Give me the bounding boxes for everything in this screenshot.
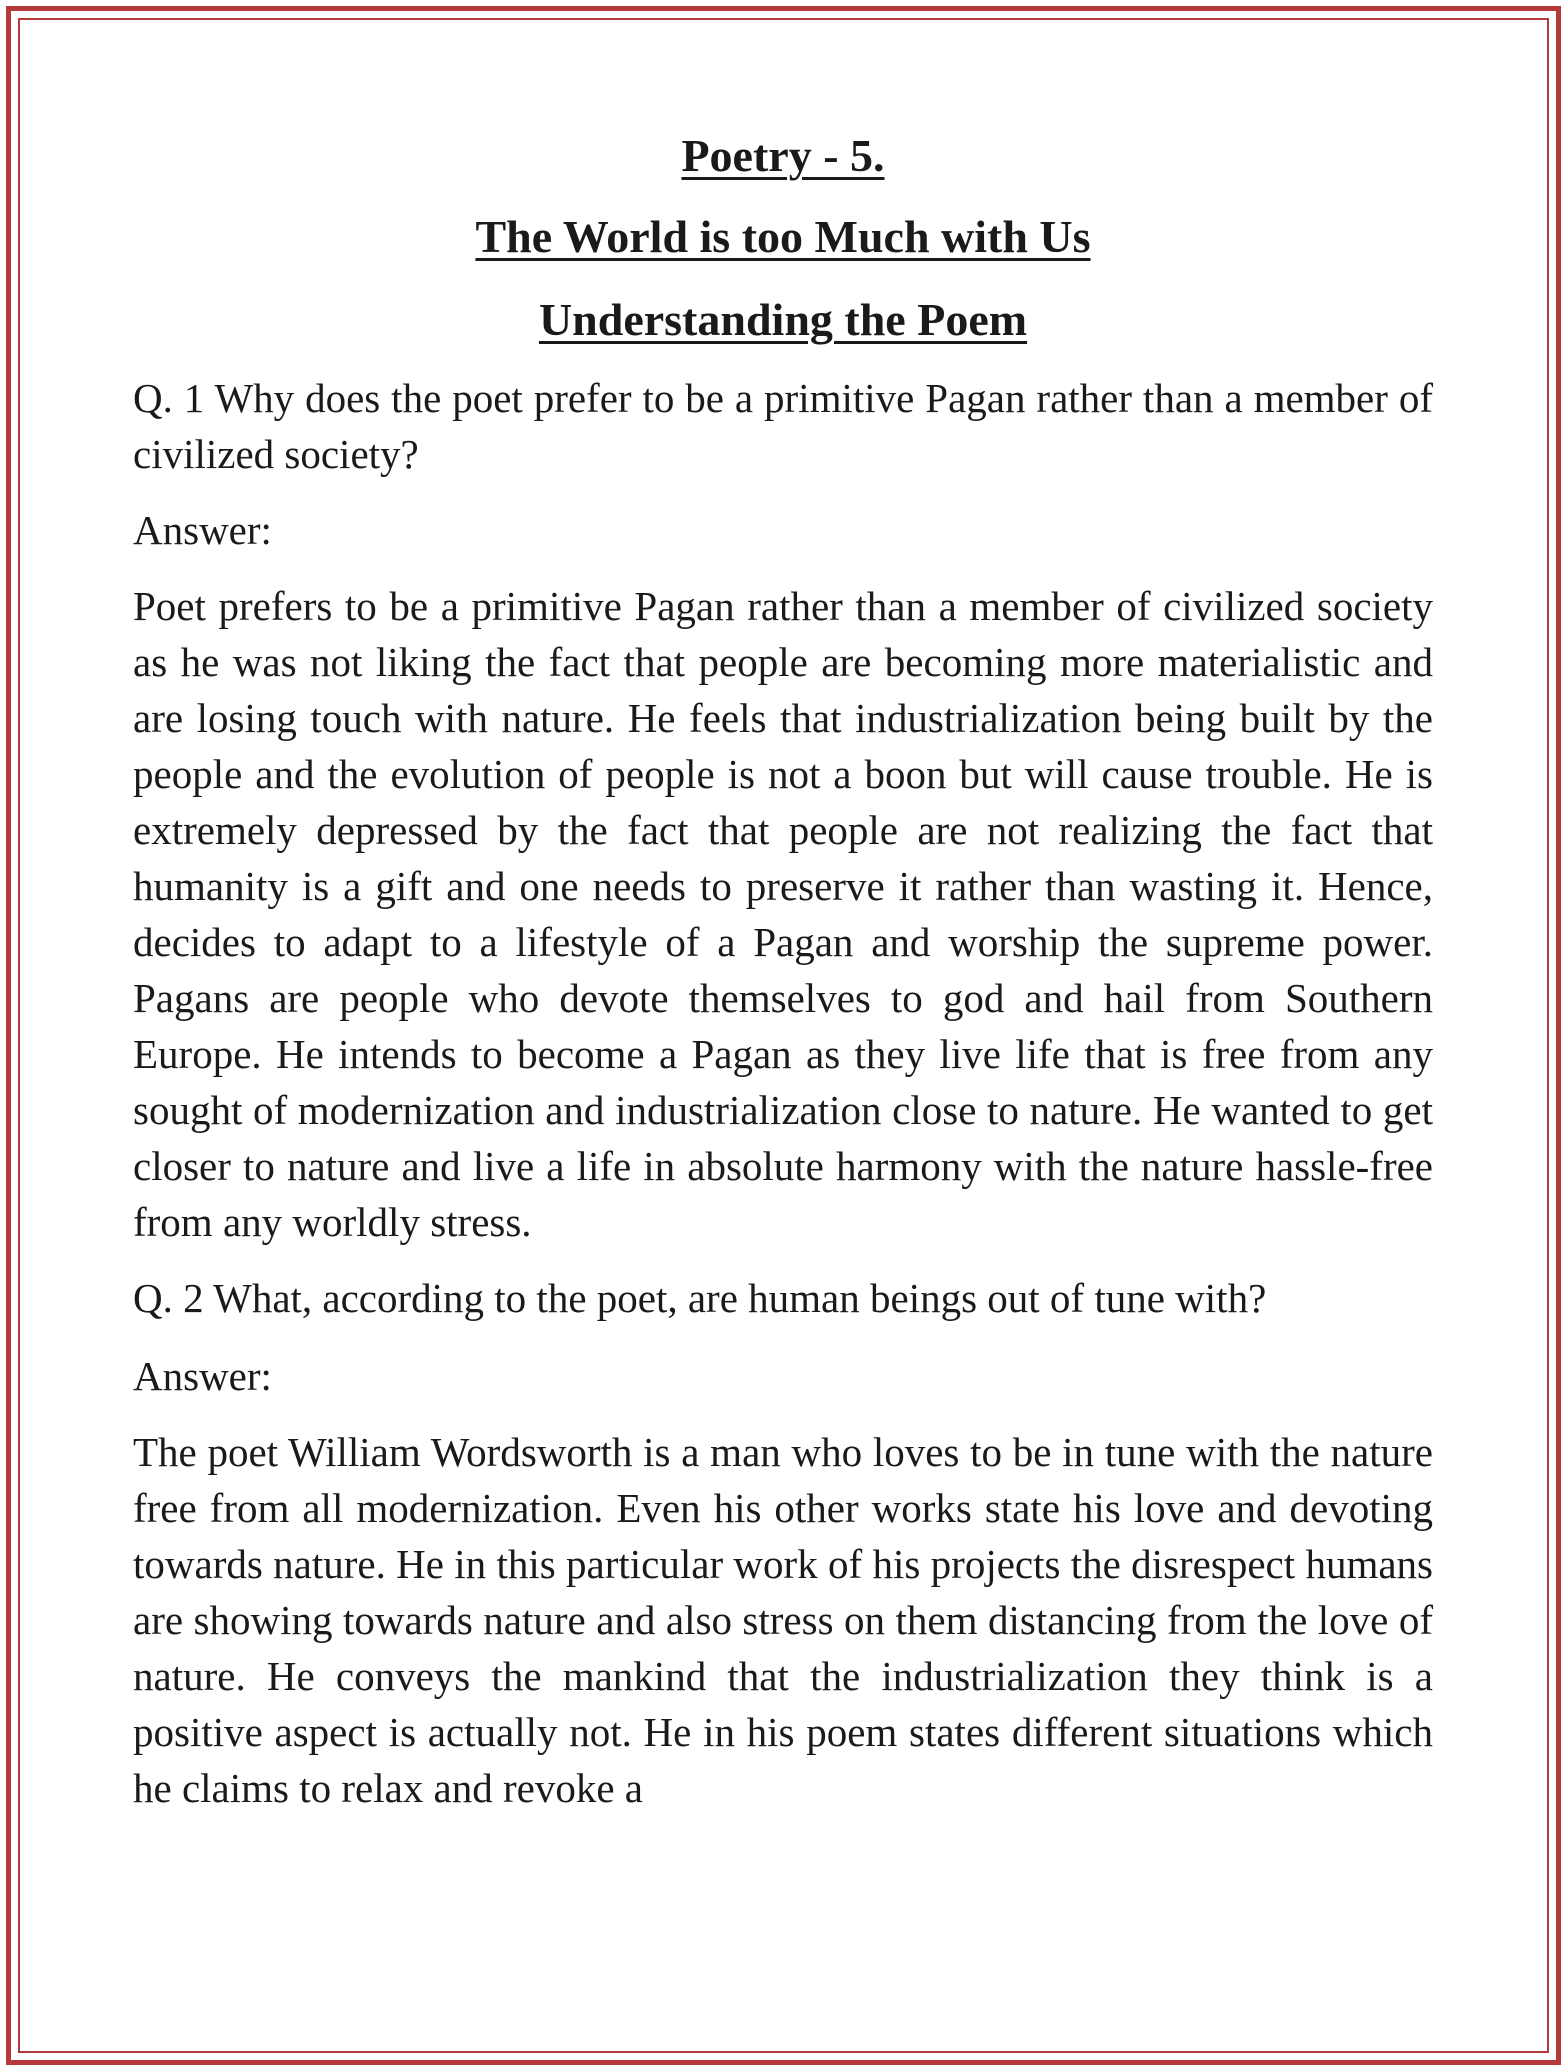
answer-1-text: Poet prefers to be a primitive Pagan rather than a member of civilized society as he was not liking the fact that people are becoming more materialistic and are losing touch with nature. He feels that industrialization being built by the people and the evolution of people is not a boon but will cause trouble. He is extremely depressed by the fact that people are not realizing the fact that humanity is a gift and one needs to preserve it rather than wasting it. Hence, decides to adapt to a lifestyle of a Pagan and worship the supreme power. Pagans are people who devote themselves to god and hail from Southern Europe. He intends to become a Pagan as they live life that is free from any sought of modernization and industrialization close to nature. He wanted to get closer to nature and live a life in absolute harmony with the nature hassle-free from any worldly stress. [133, 583, 1433, 1245]
answer-1-label: Answer: [133, 507, 272, 553]
answer-2-text: The poet William Wordsworth is a man who loves to be in tune with the nature free from all modernization. Even his other works state his love and devoting towards nature. He in this particular work of his projects the disrespect humans are showing towards nature and also stress on them distancing from the love of nature. He conveys the mankind that the industrialization they think is a positive aspect is actually not. He in his poem states different situations which he claims to relax and revoke a [133, 1429, 1433, 1811]
question-2: Q. 2 What, according to the poet, are human beings out of tune with? [133, 1275, 1267, 1321]
question-1: Q. 1 Why does the poet prefer to be a primitive Pagan rather than a member of civilized society? [133, 375, 1433, 477]
answer-2-label: Answer: [133, 1353, 272, 1399]
document-content [133, 128, 1433, 1816]
chapter-heading: Poetry - 5. [681, 130, 885, 181]
section-heading: Understanding the Poem [538, 294, 1028, 345]
poem-title: The World is too Much with Us [475, 211, 1091, 262]
